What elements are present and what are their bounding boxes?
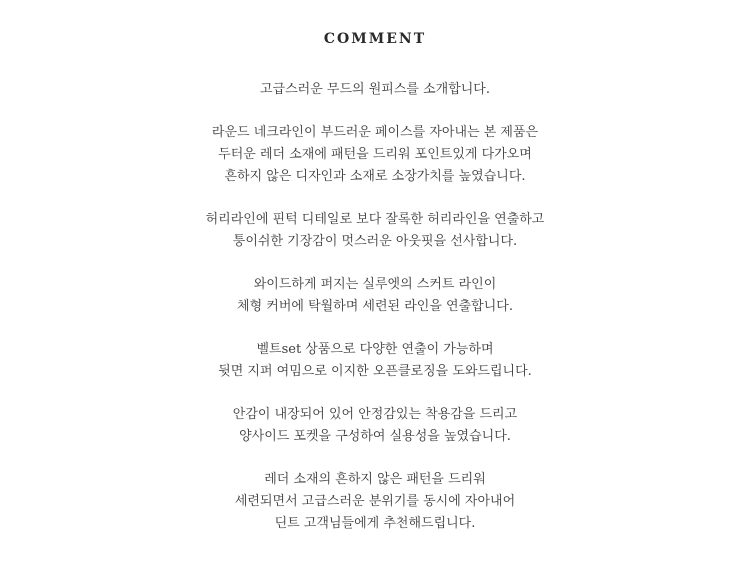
paragraph-neckline [0, 122, 750, 188]
text-line: 와이드하게 퍼지는 실루엣의 스커트 라인이 [253, 277, 497, 292]
text-line: 레더 소재의 흔하지 않은 패턴을 드리워 [264, 472, 486, 487]
paragraph-skirt [0, 274, 750, 318]
text-line: 양사이드 포켓을 구성하여 실용성을 높였습니다. [239, 429, 511, 444]
text-line: 고급스러운 무드의 원피스를 소개합니다. [259, 82, 490, 97]
paragraph-belt [0, 339, 750, 383]
text-line: 뒷면 지퍼 여밈으로 이지한 오픈클로징을 도와드립니다. [218, 364, 532, 379]
text-line: 안감이 내장되어 있어 안정감있는 착용감을 드리고 [232, 407, 518, 422]
text-line: 라운드 네크라인이 부드러운 페이스를 자아내는 본 제품은 [211, 125, 539, 140]
text-line: 세련되면서 고급스러운 분위기를 동시에 자아내어 [234, 494, 516, 509]
paragraph-intro [0, 79, 750, 101]
section-title: COMMENT [323, 31, 427, 47]
text-line: 두터운 레더 소재에 패턴을 드리워 포인트있게 다가오며 [218, 147, 532, 162]
text-line: 흔하지 않은 디자인과 소재로 소장가치를 높였습니다. [224, 169, 526, 184]
text-line: 딘트 고객님들에게 추천해드립니다. [274, 516, 476, 531]
text-line: 체형 커버에 탁월하며 세련된 라인을 연출합니다. [237, 299, 513, 314]
paragraph-recommend [0, 469, 750, 535]
text-line: 벨트set 상품으로 다양한 연출이 가능하며 [256, 342, 494, 357]
comment-body [0, 79, 750, 556]
paragraph-waistline [0, 209, 750, 253]
paragraph-lining [0, 404, 750, 448]
text-line: 허리라인에 핀턱 디테일로 보다 잘록한 허리라인을 연출하고 [205, 212, 545, 227]
text-line: 퉁이쉬한 기장감이 멋스러운 아웃핏을 선사합니다. [232, 234, 518, 249]
